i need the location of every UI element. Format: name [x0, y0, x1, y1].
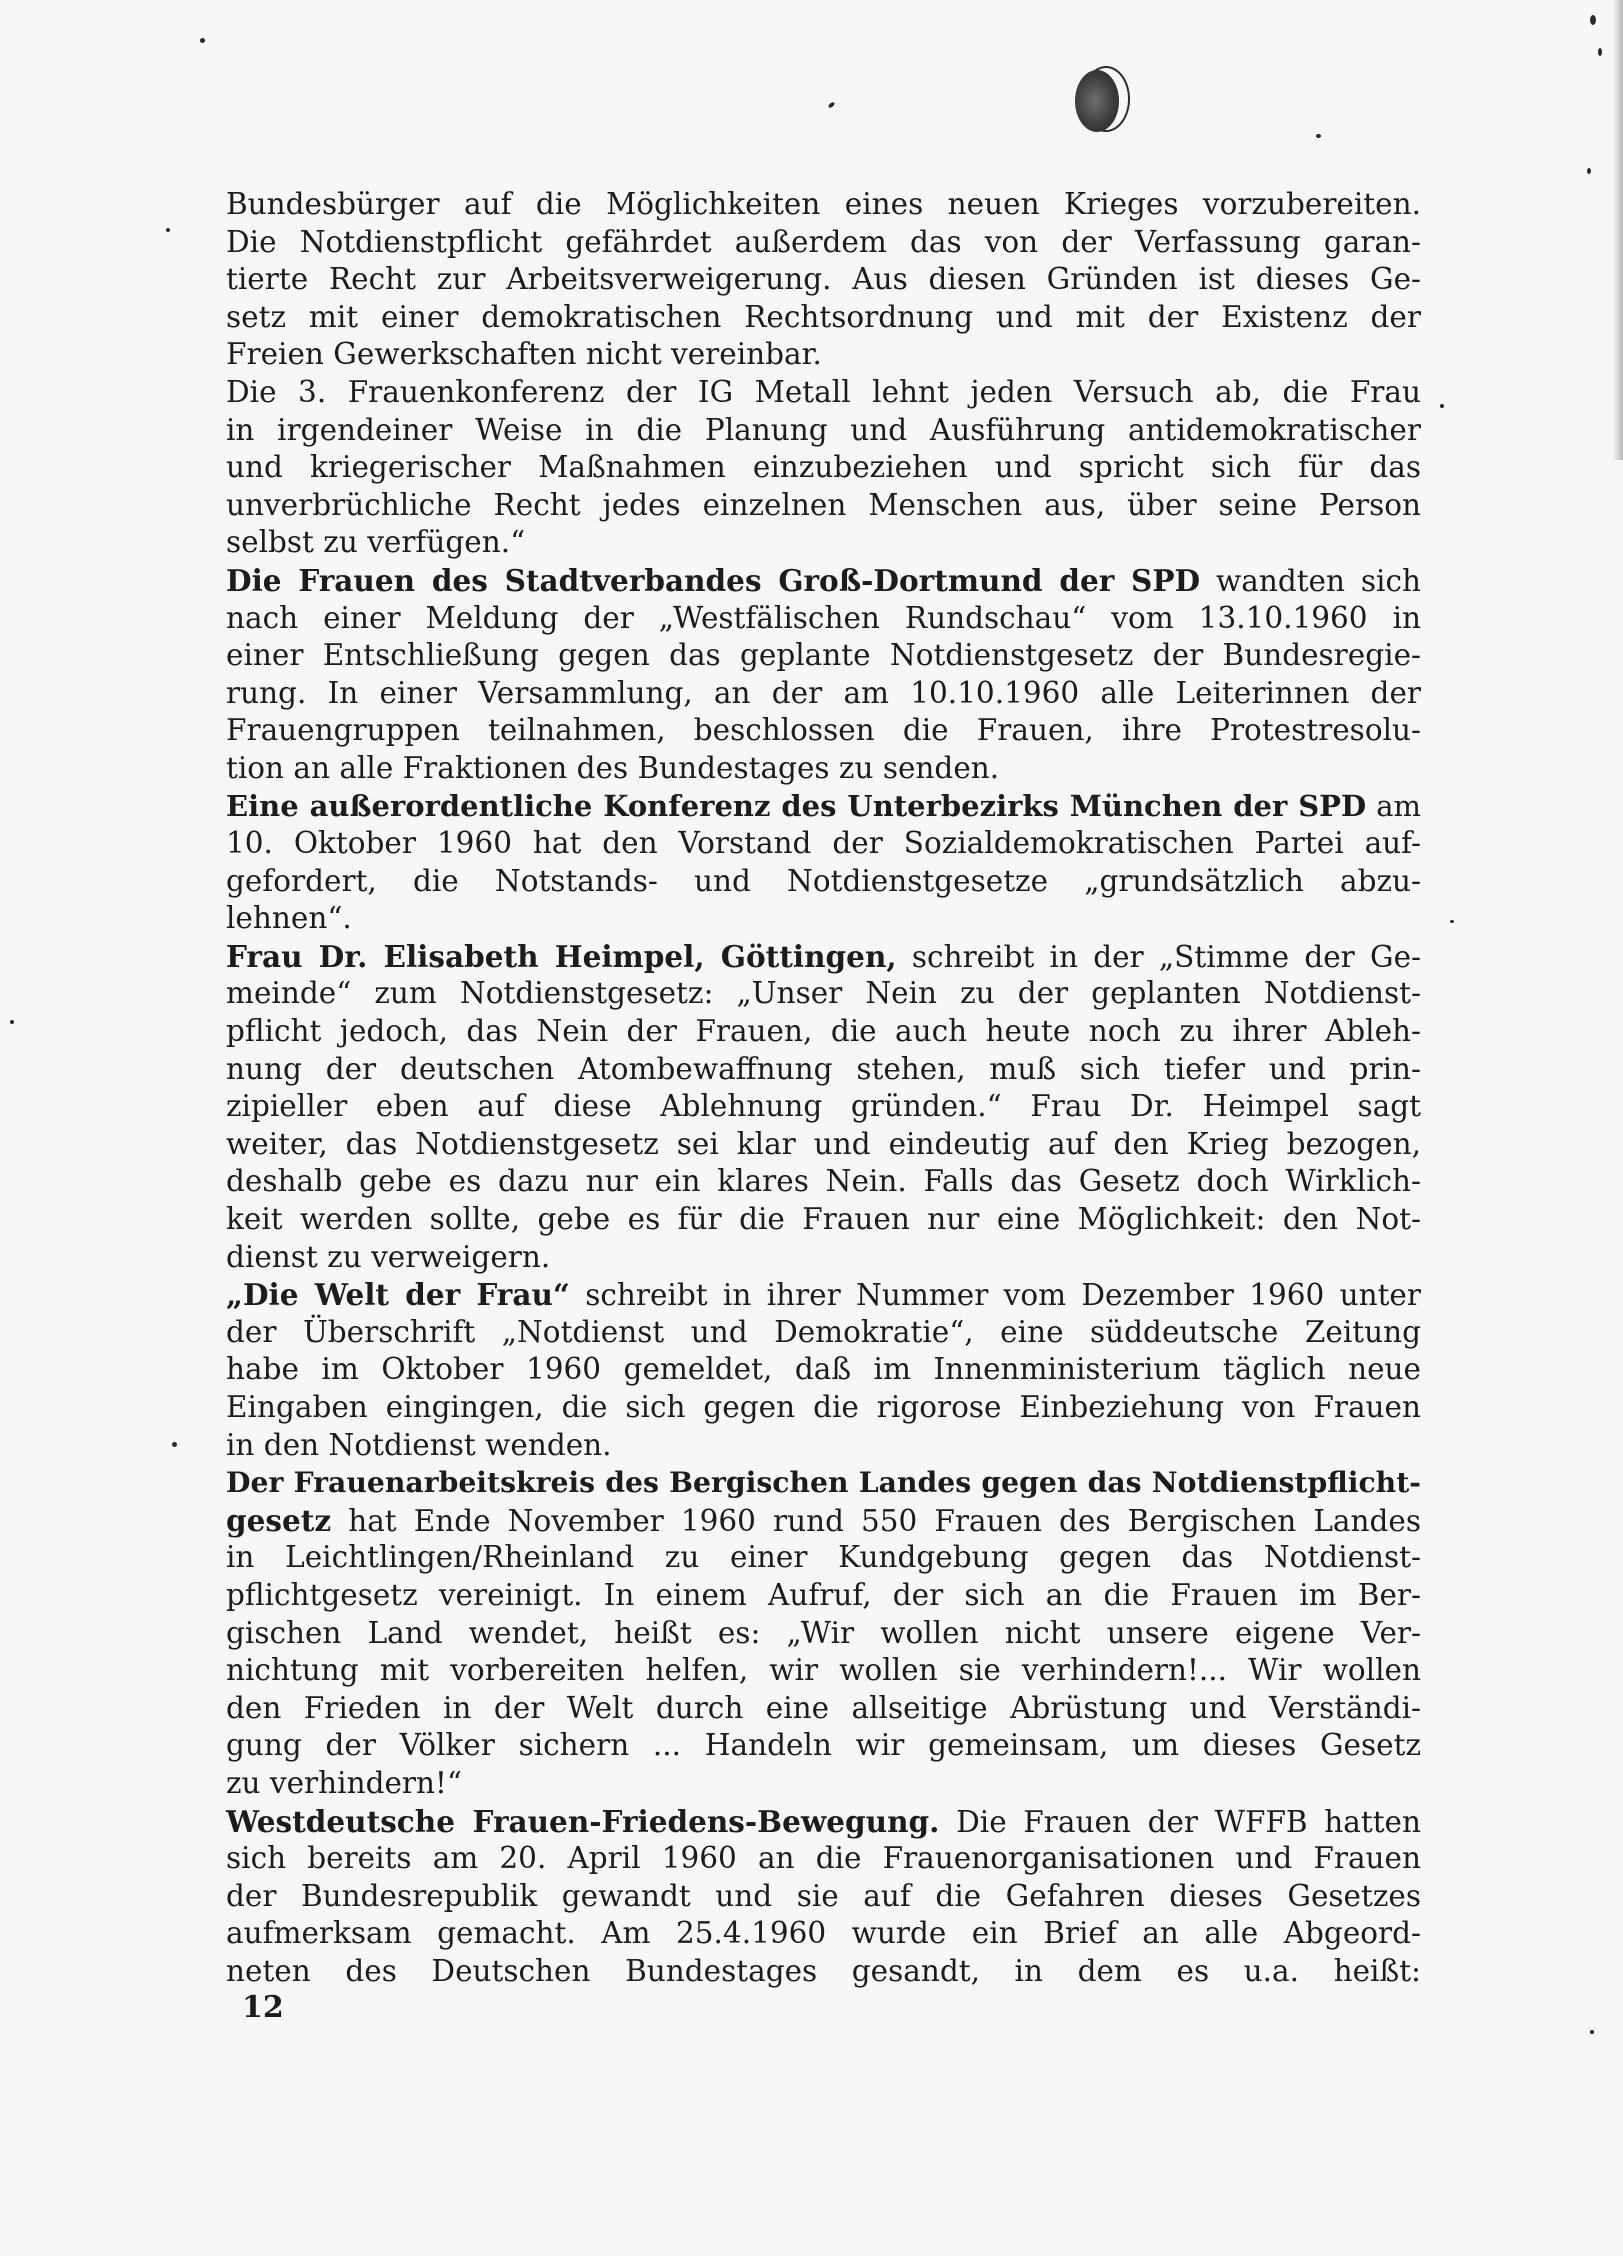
- print-speck: [1587, 168, 1591, 174]
- text-segment: selbst zu verfügen.“: [226, 525, 526, 560]
- text-segment: deshalb gebe es dazu nur ein klares Nein. Falls das Gesetz doch Wirklich-: [226, 1164, 1421, 1199]
- text-line: [226, 261, 1421, 299]
- text-line: [226, 1915, 1421, 1953]
- text-line: [226, 1765, 1421, 1803]
- text-line: [226, 750, 1421, 788]
- text-line: [226, 412, 1421, 450]
- text-segment: keit werden sollte, gebe es für die Frauen nur eine Möglichkeit: den Not-: [226, 1202, 1421, 1237]
- text-segment: zu verhindern!“: [226, 1765, 462, 1800]
- text-line: [226, 449, 1421, 487]
- text-line: [226, 1803, 1421, 1841]
- text-line: [226, 637, 1421, 675]
- page-number: 12: [242, 1990, 284, 2025]
- text-line: [226, 1088, 1421, 1126]
- text-segment: den Frieden in der Welt durch eine allseitige Abrüstung und Verständi-: [226, 1690, 1421, 1725]
- text-line: [226, 1840, 1421, 1878]
- text-line: [226, 1878, 1421, 1916]
- text-segment: habe im Oktober 1960 gemeldet, daß im Innenministerium täglich neue: [226, 1352, 1421, 1387]
- text-segment: 10. Oktober 1960 hat den Vorstand der Sozialdemokratischen Partei auf-: [226, 826, 1421, 861]
- print-speck: [1590, 15, 1596, 25]
- print-speck: [1316, 134, 1321, 138]
- text-line: [226, 1201, 1421, 1239]
- text-segment: Eingaben eingingen, die sich gegen die rigorose Einbeziehung von Frauen: [226, 1390, 1421, 1424]
- text-line: [226, 975, 1421, 1013]
- print-speck: [1590, 2030, 1594, 2034]
- text-segment: gefordert, die Notstands- und Notdienstgesetze „grundsätzlich abzu-: [226, 863, 1421, 898]
- text-line: [226, 1276, 1421, 1314]
- text-line: [226, 1163, 1421, 1201]
- bold-lead-in: Frau Dr. Elisabeth Heimpel, Göttingen,: [226, 938, 897, 974]
- text-line: [226, 562, 1421, 600]
- text-line: [226, 1953, 1421, 1991]
- text-segment: meinde“ zum Notdienstgesetz: „Unser Nein zu der geplanten Notdienst-: [226, 976, 1421, 1011]
- text-line: [226, 938, 1421, 976]
- bold-lead-in: Der Frauenarbeitskreis des Bergischen Landes gegen das Notdienstpflicht-: [226, 1465, 1421, 1500]
- text-segment: Die Frauen der WFFB hatten: [939, 1804, 1421, 1839]
- text-segment: in irgendeiner Weise in die Planung und Ausführung antidemokratischer: [226, 412, 1421, 447]
- print-speck: [166, 228, 170, 232]
- bold-lead-in: Die Frauen des Stadtverbandes Groß-Dortmund der SPD: [226, 562, 1201, 598]
- text-segment: zipieller eben auf diese Ablehnung gründen.“ Frau Dr. Heimpel sagt: [226, 1089, 1421, 1124]
- text-line: [226, 1051, 1421, 1089]
- text-segment: schreibt in ihrer Nummer vom Dezember 1960 unter: [569, 1278, 1421, 1313]
- text-line: [226, 788, 1421, 826]
- text-line: [226, 224, 1421, 262]
- text-segment: setz mit einer demokratischen Rechtsordnung und mit der Existenz der: [226, 299, 1421, 334]
- print-speck: [828, 101, 836, 109]
- text-line: [226, 1577, 1421, 1615]
- text-line: [226, 1239, 1421, 1277]
- text-line: [226, 186, 1421, 224]
- body-text: [226, 186, 1421, 1991]
- text-segment: am: [1366, 788, 1421, 823]
- text-segment: pflicht jedoch, das Nein der Frauen, die auch heute noch zu ihrer Ableh-: [226, 1014, 1421, 1049]
- text-line: [226, 600, 1421, 638]
- bold-lead-in: Eine außerordentliche Konferenz des Unterbezirks München der SPD: [226, 788, 1367, 823]
- print-speck: [200, 38, 205, 43]
- print-speck: [172, 1442, 177, 1447]
- bold-lead-in: Westdeutsche Frauen-Friedens-Bewegung.: [226, 1803, 940, 1839]
- punch-hole: [1075, 70, 1119, 132]
- text-segment: Die 3. Frauenkonferenz der IG Metall lehnt jeden Versuch ab, die Frau: [226, 374, 1421, 409]
- text-line: [226, 712, 1421, 750]
- text-line: [226, 487, 1421, 525]
- text-segment: Die Notdienstpflicht gefährdet außerdem das von der Verfassung garan-: [226, 224, 1421, 259]
- text-segment: nichtung mit vorbereiten helfen, wir wollen sie verhindern!... Wir wollen: [226, 1653, 1421, 1688]
- text-line: [226, 1314, 1421, 1352]
- text-segment: und kriegerischer Maßnahmen einzubeziehen und spricht sich für das: [226, 450, 1421, 485]
- text-segment: nach einer Meldung der „Westfälischen Rundschau“ vom 13.10.1960 in: [226, 600, 1421, 635]
- text-line: [226, 1126, 1421, 1164]
- bold-lead-in: gesetz: [226, 1502, 332, 1538]
- text-segment: der Überschrift „Notdienst und Demokratie“, eine süddeutsche Zeitung: [226, 1314, 1421, 1349]
- text-segment: Frauengruppen teilnahmen, beschlossen die Frauen, ihre Protestresolu-: [226, 713, 1421, 748]
- text-segment: tion an alle Fraktionen des Bundestages zu senden.: [226, 750, 1000, 785]
- text-line: [226, 825, 1421, 863]
- text-line: [226, 675, 1421, 713]
- text-segment: dienst zu verweigern.: [226, 1239, 551, 1274]
- text-line: [226, 1652, 1421, 1690]
- text-segment: Bundesbürger auf die Möglichkeiten eines neuen Krieges vorzubereiten.: [226, 187, 1421, 221]
- text-segment: rung. In einer Versammlung, an der am 10.10.1960 alle Leiterinnen der: [226, 675, 1421, 710]
- text-line: [226, 1690, 1421, 1728]
- text-segment: sich bereits am 20. April 1960 an die Frauenorganisationen und Frauen: [226, 1841, 1421, 1876]
- text-segment: neten des Deutschen Bundestages gesandt, in dem es u.a. heißt:: [226, 1953, 1421, 1988]
- text-line: [226, 1351, 1421, 1389]
- page-edge-shadow: [1613, 0, 1623, 460]
- bold-lead-in: „Die Welt der Frau“: [226, 1277, 570, 1313]
- print-speck: [1440, 404, 1444, 408]
- text-segment: unverbrüchliche Recht jedes einzelnen Menschen aus, über seine Person: [226, 487, 1421, 522]
- text-line: [226, 524, 1421, 562]
- text-segment: aufmerksam gemacht. Am 25.4.1960 wurde ein Brief an alle Abgeord-: [226, 1916, 1421, 1951]
- text-line: [226, 1615, 1421, 1653]
- text-line: [226, 1427, 1421, 1465]
- text-segment: in Leichtlingen/Rheinland zu einer Kundgebung gegen das Notdienst-: [226, 1540, 1421, 1575]
- text-segment: schreibt in der „Stimme der Ge-: [896, 939, 1422, 974]
- text-line: [226, 1464, 1421, 1502]
- text-segment: tierte Recht zur Arbeitsverweigerung. Aus diesen Gründen ist dieses Ge-: [226, 262, 1421, 297]
- print-speck: [1598, 48, 1602, 56]
- text-segment: pflichtgesetz vereinigt. In einem Aufruf, der sich an die Frauen im Ber-: [226, 1577, 1421, 1612]
- text-line: [226, 374, 1421, 412]
- text-segment: nung der deutschen Atombewaffnung stehen, muß sich tiefer und prin-: [226, 1051, 1421, 1086]
- text-line: [226, 336, 1421, 374]
- text-segment: der Bundesrepublik gewandt und sie auf die Gefahren dieses Gesetzes: [226, 1878, 1421, 1913]
- text-line: [226, 1727, 1421, 1765]
- text-segment: weiter, das Notdienstgesetz sei klar und eindeutig auf den Krieg bezogen,: [226, 1126, 1421, 1161]
- text-line: [226, 299, 1421, 337]
- text-line: [226, 863, 1421, 901]
- print-speck: [10, 1020, 14, 1024]
- text-line: [226, 1502, 1421, 1540]
- text-line: [226, 1539, 1421, 1577]
- text-line: [226, 900, 1421, 938]
- text-segment: lehnen“.: [226, 901, 352, 936]
- text-segment: Freien Gewerkschaften nicht vereinbar.: [226, 337, 822, 372]
- text-line: [226, 1013, 1421, 1051]
- text-line: [226, 1389, 1421, 1427]
- text-segment: hat Ende November 1960 rund 550 Frauen des Bergischen Landes: [331, 1503, 1421, 1538]
- text-segment: in den Notdienst wenden.: [226, 1427, 612, 1462]
- text-segment: einer Entschließung gegen das geplante Notdienstgesetz der Bundesregie-: [226, 638, 1421, 673]
- text-segment: gischen Land wendet, heißt es: „Wir wollen nicht unsere eigene Ver-: [226, 1615, 1421, 1650]
- print-speck: [1450, 920, 1454, 923]
- text-segment: gung der Völker sichern ... Handeln wir gemeinsam, um dieses Gesetz: [226, 1728, 1421, 1763]
- text-segment: wandten sich: [1200, 563, 1421, 598]
